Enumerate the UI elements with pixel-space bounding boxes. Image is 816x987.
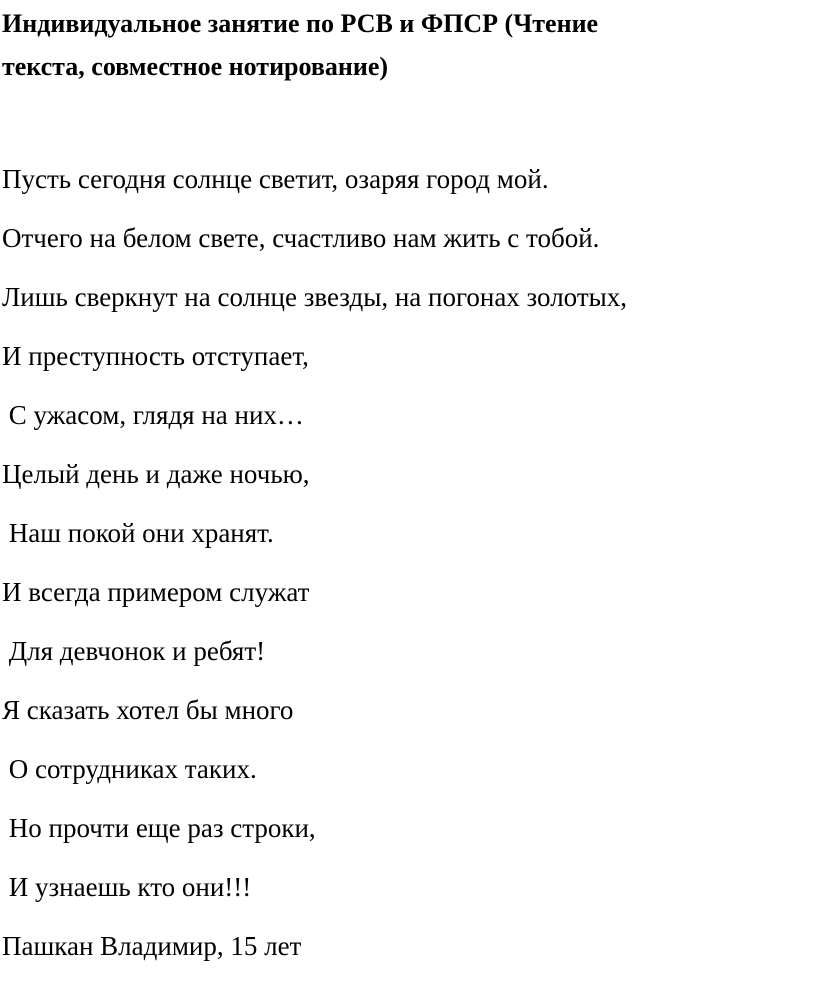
poem-line: И преступность отступает, <box>2 341 309 371</box>
poem-line: Но прочти еще раз строки, <box>2 813 316 843</box>
poem-line: С ужасом, глядя на них… <box>2 400 304 430</box>
poem-line: Отчего на белом свете, счастливо нам жить с тобой. <box>2 223 600 253</box>
document-title <box>2 2 802 88</box>
poem-line: Наш покой они хранят. <box>2 518 274 548</box>
poem-line: Для девчонок и ребят! <box>2 636 266 666</box>
poem-line: И всегда примером служат <box>2 577 310 607</box>
title-line-1: Индивидуальное занятие по РСВ и ФПСР (Чтение <box>2 9 599 38</box>
title-line-2: текста, совместное нотирование) <box>2 52 389 81</box>
poem-line: О сотрудниках таких. <box>2 754 257 784</box>
author-signature: Пашкан Владимир, 15 лет <box>2 931 302 961</box>
poem-line: Целый день и даже ночью, <box>2 459 310 489</box>
poem-line: И узнаешь кто они!!! <box>2 872 252 902</box>
poem-line: Лишь сверкнут на солнце звезды, на погонах золотых, <box>2 282 628 312</box>
poem-line: Я сказать хотел бы много <box>2 695 294 725</box>
poem-line: Пусть сегодня солнце светит, озаряя город мой. <box>2 164 549 194</box>
